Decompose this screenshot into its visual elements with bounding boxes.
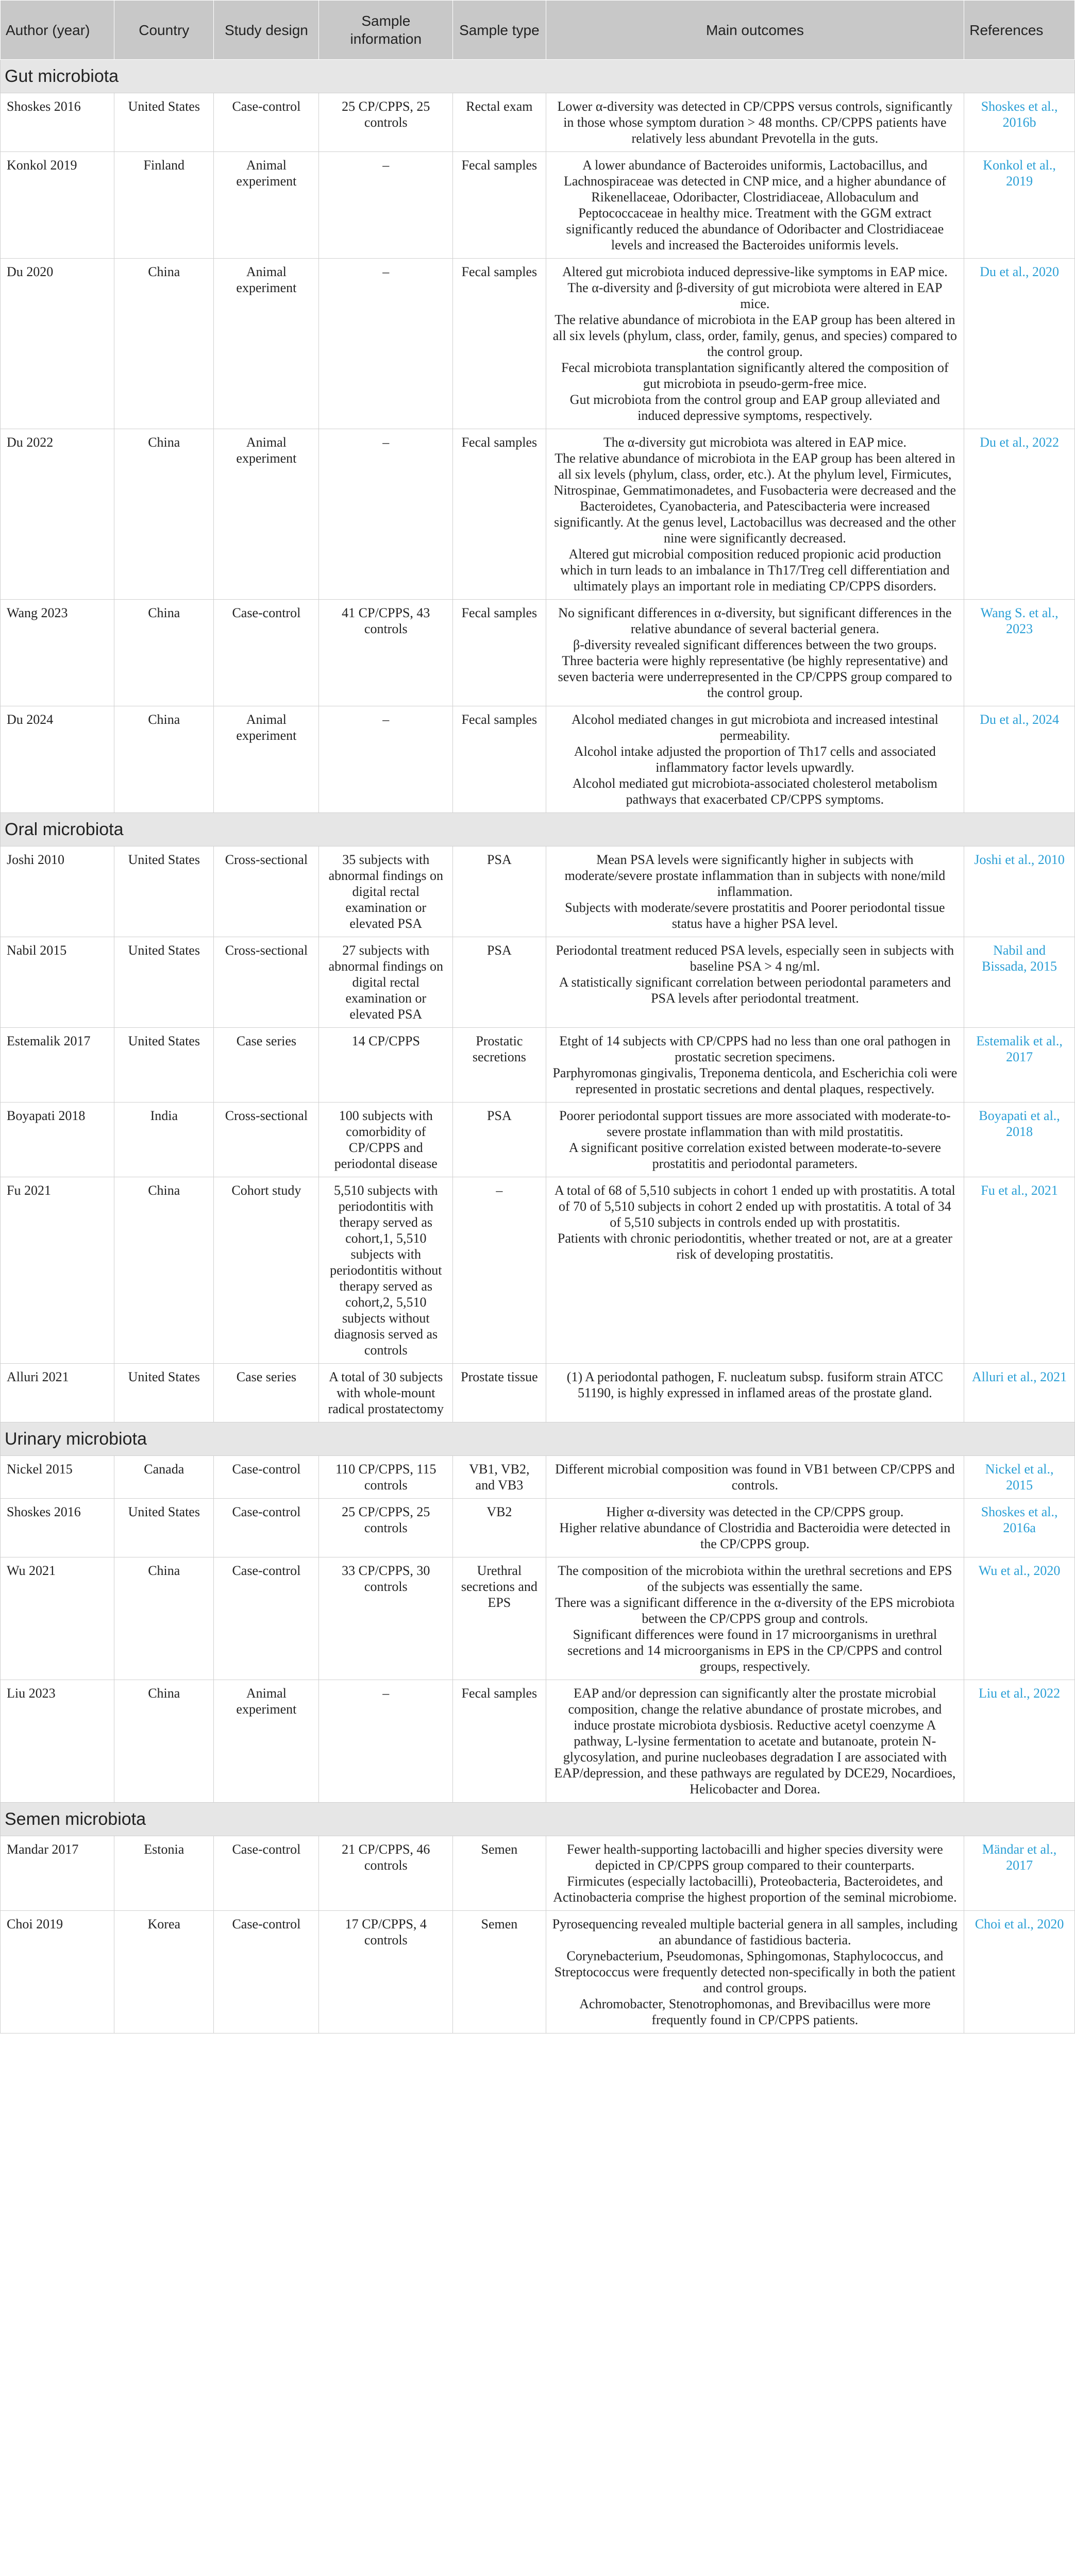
outcome-paragraph: Fecal microbiota transplantation significantly altered the composition of gut microbiota in pseudo-germ-free mice. [561, 360, 949, 391]
cell-sample-type: Fecal samples [453, 259, 546, 429]
table-row [1, 1680, 1075, 1803]
cell-author-year: Joshi 2010 [1, 846, 114, 937]
cell-study-design: Case-control [214, 1836, 319, 1911]
outcome-paragraph: Mean PSA levels were significantly higher in subjects with moderate/severe prostate inflammation than in subjects with none/mild inflammation. [564, 852, 946, 899]
table-row [1, 1177, 1075, 1364]
outcome-paragraph: Pyrosequencing revealed multiple bacterial genera in all samples, including an abundance of fastidious bacteria. [552, 1917, 958, 1947]
reference-link[interactable]: Mändar et al., 2017 [964, 1836, 1075, 1911]
reference-link[interactable]: Du et al., 2022 [964, 429, 1075, 600]
cell-sample-type: PSA [453, 1103, 546, 1177]
cell-study-design: Animal experiment [214, 429, 319, 600]
cell-sample-type: Urethral secretions and EPS [453, 1557, 546, 1680]
cell-country: United States [114, 846, 214, 937]
section-title: Gut microbiota [1, 60, 1075, 93]
reference-link[interactable]: Alluri et al., 2021 [964, 1364, 1075, 1422]
cell-sample-type: Fecal samples [453, 429, 546, 600]
cell-sample-information: 33 CP/CPPS, 30 controls [319, 1557, 453, 1680]
cell-sample-type: Prostate tissue [453, 1364, 546, 1422]
cell-sample-type: – [453, 1177, 546, 1364]
table-body [1, 60, 1075, 2033]
outcome-paragraph: β-diversity revealed significant differences between the two groups. [573, 637, 937, 652]
cell-author-year: Boyapati 2018 [1, 1103, 114, 1177]
cell-main-outcomes [546, 1680, 964, 1803]
reference-link[interactable]: Shoskes et al., 2016b [964, 93, 1075, 152]
reference-link[interactable]: Wu et al., 2020 [964, 1557, 1075, 1680]
reference-link[interactable]: Joshi et al., 2010 [964, 846, 1075, 937]
cell-sample-information: 5,510 subjects with periodontitis with therapy served as cohort,1, 5,510 subjects with periodontitis without therapy served as cohort,2, 5,510 subjects without diagnosis served as controls [319, 1177, 453, 1364]
cell-main-outcomes [546, 1911, 964, 2033]
outcome-paragraph: The α-diversity gut microbiota was altered in EAP mice. [603, 435, 906, 450]
table-row [1, 706, 1075, 813]
cell-study-design: Case series [214, 1364, 319, 1422]
cell-study-design: Animal experiment [214, 259, 319, 429]
cell-sample-information: 27 subjects with abnormal findings on digital rectal examination or elevated PSA [319, 937, 453, 1028]
cell-author-year: Choi 2019 [1, 1911, 114, 2033]
reference-link[interactable]: Wang S. et al., 2023 [964, 600, 1075, 706]
cell-study-design: Case-control [214, 1911, 319, 2033]
cell-main-outcomes [546, 706, 964, 813]
cell-author-year: Du 2022 [1, 429, 114, 600]
table-row [1, 152, 1075, 259]
reference-link[interactable]: Du et al., 2020 [964, 259, 1075, 429]
outcome-paragraph: Three bacteria were highly representative (be highly representative) and seven bacteria were underrepresented in the CP/CPPS group compared to the control group. [558, 653, 952, 700]
cell-country: China [114, 706, 214, 813]
cell-study-design: Cross-sectional [214, 937, 319, 1028]
cell-author-year: Wang 2023 [1, 600, 114, 706]
cell-author-year: Shoskes 2016 [1, 93, 114, 152]
cell-sample-type: Fecal samples [453, 1680, 546, 1803]
cell-author-year: Alluri 2021 [1, 1364, 114, 1422]
cell-sample-information: – [319, 152, 453, 259]
reference-link[interactable]: Du et al., 2024 [964, 706, 1075, 813]
section-header-row [1, 1803, 1075, 1836]
cell-author-year: Mandar 2017 [1, 1836, 114, 1911]
cell-sample-type: VB2 [453, 1499, 546, 1557]
outcome-paragraph: The relative abundance of microbiota in the EAP group has been altered in all six levels (phylum, class, order, family, genus, and species) compared to the control group. [552, 312, 958, 359]
cell-main-outcomes [546, 1103, 964, 1177]
cell-main-outcomes [546, 259, 964, 429]
cell-country: China [114, 1177, 214, 1364]
reference-link[interactable]: Konkol et al., 2019 [964, 152, 1075, 259]
cell-sample-information: 21 CP/CPPS, 46 controls [319, 1836, 453, 1911]
table-row [1, 937, 1075, 1028]
cell-country: China [114, 1557, 214, 1680]
cell-author-year: Nickel 2015 [1, 1456, 114, 1499]
cell-main-outcomes [546, 1456, 964, 1499]
cell-sample-type: PSA [453, 937, 546, 1028]
cell-country: Estonia [114, 1836, 214, 1911]
table-row [1, 429, 1075, 600]
outcome-paragraph: Poorer periodontal support tissues are more associated with moderate-to-severe prostate inflammation than with mild prostatitis. [559, 1108, 951, 1139]
outcome-paragraph: Fewer health-supporting lactobacilli and higher species diversity were depicted in CP/CPPS group compared to their counterparts. [566, 1842, 943, 1873]
reference-link[interactable]: Fu et al., 2021 [964, 1177, 1075, 1364]
cell-study-design: Animal experiment [214, 706, 319, 813]
outcome-paragraph: (1) A periodontal pathogen, F. nucleatum subsp. fusiform strain ATCC 51190, is highly expressed in inflamed areas of the prostate gland. [566, 1369, 943, 1400]
header-sample-type: Sample type [453, 1, 546, 60]
cell-sample-information: 25 CP/CPPS, 25 controls [319, 1499, 453, 1557]
outcome-paragraph: Altered gut microbial composition reduced propionic acid production which in turn leads to an imbalance in Th17/Treg cell differentiation and ultimately plays an important role in mediating CP/CPPS disorders. [560, 547, 950, 594]
outcome-paragraph: Alcohol mediated gut microbiota-associated cholesterol metabolism pathways that exacerbated CP/CPPS symptoms. [572, 776, 938, 807]
cell-sample-information: – [319, 429, 453, 600]
table-row [1, 1557, 1075, 1680]
table-row [1, 1911, 1075, 2033]
header-references: References [964, 1, 1075, 60]
outcome-paragraph: Higher α-diversity was detected in the CP/CPPS group. [606, 1504, 904, 1519]
cell-country: United States [114, 93, 214, 152]
cell-sample-type: Prostatic secretions [453, 1028, 546, 1103]
cell-study-design: Case-control [214, 1456, 319, 1499]
cell-country: India [114, 1103, 214, 1177]
cell-country: United States [114, 1364, 214, 1422]
outcome-paragraph: A statistically significant correlation between periodontal parameters and PSA levels after periodontal treatment. [559, 975, 951, 1006]
cell-sample-information: 25 CP/CPPS, 25 controls [319, 93, 453, 152]
cell-study-design: Animal experiment [214, 1680, 319, 1803]
cell-country: Korea [114, 1911, 214, 2033]
cell-author-year: Liu 2023 [1, 1680, 114, 1803]
table-row [1, 259, 1075, 429]
outcome-paragraph: The relative abundance of microbiota in the EAP group has been altered in all six levels (phylum, class, order, etc.). At the phylum level, Firmicutes, Nitrospinae, Gemmatimonadetes, and Fusobacteria were decreased and the Bacteroidetes, Cyanobacteria, and Patescibacteria were increased significantly. At the genus level, Lactobacillus was decreased and the other nine were significantly decreased. [553, 451, 956, 546]
cell-main-outcomes [546, 600, 964, 706]
cell-main-outcomes [546, 1499, 964, 1557]
reference-link[interactable]: Estemalik et al., 2017 [964, 1028, 1075, 1103]
cell-sample-information: A total of 30 subjects with whole-mount radical prostatectomy [319, 1364, 453, 1422]
header-author: Author (year) [1, 1, 114, 60]
reference-link[interactable]: Liu et al., 2022 [964, 1680, 1075, 1803]
cell-sample-information: 35 subjects with abnormal findings on digital rectal examination or elevated PSA [319, 846, 453, 937]
cell-country: United States [114, 1499, 214, 1557]
reference-link[interactable]: Nickel et al., 2015 [964, 1456, 1075, 1499]
table-row [1, 1499, 1075, 1557]
table-row [1, 1364, 1075, 1422]
cell-main-outcomes [546, 937, 964, 1028]
cell-main-outcomes [546, 1028, 964, 1103]
outcome-paragraph: A significant positive correlation existed between moderate-to-severe prostatitis and periodontal parameters. [568, 1140, 941, 1171]
cell-main-outcomes [546, 1177, 964, 1364]
cell-main-outcomes [546, 152, 964, 259]
cell-sample-type: VB1, VB2, and VB3 [453, 1456, 546, 1499]
cell-sample-information: 110 CP/CPPS, 115 controls [319, 1456, 453, 1499]
cell-study-design: Cohort study [214, 1177, 319, 1364]
reference-link[interactable]: Choi et al., 2020 [964, 1911, 1075, 2033]
cell-country: China [114, 600, 214, 706]
header-sample-information: Sample information [319, 1, 453, 60]
cell-country: China [114, 259, 214, 429]
cell-main-outcomes [546, 1836, 964, 1911]
cell-main-outcomes [546, 846, 964, 937]
cell-study-design: Case-control [214, 1499, 319, 1557]
cell-study-design: Case series [214, 1028, 319, 1103]
outcome-paragraph: There was a significant difference in the α-diversity of the EPS microbiota between the CP/CPPS group and controls. [555, 1595, 955, 1626]
cell-study-design: Animal experiment [214, 152, 319, 259]
section-header-row [1, 1422, 1075, 1456]
cell-sample-type: PSA [453, 846, 546, 937]
cell-main-outcomes [546, 93, 964, 152]
outcome-paragraph: Corynebacterium, Pseudomonas, Sphingomonas, Staphylococcus, and Streptococcus were frequently detected non-specifically in both the patient and control groups. [554, 1948, 956, 1995]
outcome-paragraph: Higher relative abundance of Clostridia and Bacteroidia were detected in the CP/CPPS group. [559, 1520, 951, 1551]
section-title: Urinary microbiota [1, 1422, 1075, 1456]
cell-main-outcomes [546, 429, 964, 600]
cell-main-outcomes [546, 1364, 964, 1422]
cell-sample-information: 14 CP/CPPS [319, 1028, 453, 1103]
cell-sample-type: Fecal samples [453, 152, 546, 259]
outcome-paragraph: Etght of 14 subjects with CP/CPPS had no less than one oral pathogen in prostatic secretion specimens. [559, 1033, 951, 1064]
cell-author-year: Konkol 2019 [1, 152, 114, 259]
cell-main-outcomes [546, 1557, 964, 1680]
outcome-paragraph: A total of 68 of 5,510 subjects in cohort 1 ended up with prostatitis. A total of 70 of 5,510 subjects in cohort 2 ended up with prostatitis. A total of 34 of 5,510 subjects in controls ended up with prostatitis. [555, 1183, 955, 1230]
outcome-paragraph: Periodontal treatment reduced PSA levels, especially seen in subjects with baseline PSA > 4 ng/ml. [556, 943, 954, 974]
cell-author-year: Du 2020 [1, 259, 114, 429]
cell-sample-information: 17 CP/CPPS, 4 controls [319, 1911, 453, 2033]
cell-author-year: Shoskes 2016 [1, 1499, 114, 1557]
cell-country: China [114, 429, 214, 600]
cell-sample-information: 100 subjects with comorbidity of CP/CPPS and periodontal disease [319, 1103, 453, 1177]
cell-sample-type: Rectal exam [453, 93, 546, 152]
outcome-paragraph: Alcohol mediated changes in gut microbiota and increased intestinal permeability. [571, 712, 938, 743]
outcome-paragraph: Parphyromonas gingivalis, Treponema denticola, and Escherichia coli were represented in prostatic secretions and dental plaques, respectively. [552, 1065, 958, 1096]
cell-study-design: Case-control [214, 600, 319, 706]
table-row [1, 846, 1075, 937]
table-row [1, 1028, 1075, 1103]
cell-study-design: Cross-sectional [214, 1103, 319, 1177]
outcome-paragraph: EAP and/or depression can significantly alter the prostate microbial composition, change the relative abundance of prostate microbes, and induce prostate microbiota dysbiosis. Reductive acetyl coenzyme A pathway, L-lysine fermentation to acetate and butanoate, protein N-glycosylation, and purine nucleobases degradation I are associated with EAP/depression, and these pathways are regulated by DCE29, Nocardioes, Helicobacter and Dorea. [554, 1686, 956, 1797]
outcome-paragraph: Altered gut microbiota induced depressive-like symptoms in EAP mice. [562, 264, 948, 279]
cell-country: Canada [114, 1456, 214, 1499]
cell-author-year: Fu 2021 [1, 1177, 114, 1364]
cell-sample-type: Fecal samples [453, 600, 546, 706]
cell-sample-type: Semen [453, 1836, 546, 1911]
outcome-paragraph: No significant differences in α-diversity, but significant differences in the relative abundance of several bacterial genera. [558, 605, 952, 636]
cell-study-design: Case-control [214, 1557, 319, 1680]
table-header-row [1, 1, 1075, 60]
cell-author-year: Nabil 2015 [1, 937, 114, 1028]
outcome-paragraph: Different microbial composition was found in VB1 between CP/CPPS and controls. [555, 1462, 955, 1493]
header-main-outcomes: Main outcomes [546, 1, 964, 60]
outcome-paragraph: Lower α-diversity was detected in CP/CPPS versus controls, significantly in those whose symptom duration > 48 months. CP/CPPS patients have relatively less abundant Prevotella in the guts. [557, 99, 953, 146]
section-title: Oral microbiota [1, 813, 1075, 846]
outcome-paragraph: Alcohol intake adjusted the proportion of Th17 cells and associated inflammatory factor levels upwardly. [574, 744, 936, 775]
outcome-paragraph: Patients with chronic periodontitis, whether treated or not, are at a greater risk of developing prostatitis. [557, 1231, 952, 1262]
table-row [1, 1456, 1075, 1499]
outcome-paragraph: Achromobacter, Stenotrophomonas, and Brevibacillus were more frequently found in CP/CPPS patients. [579, 1996, 931, 2027]
outcome-paragraph: Firmicutes (especially lactobacilli), Proteobacteria, Bacteroidetes, and Actinobacteria comprise the highest proportion of the seminal microbiome. [553, 1874, 957, 1905]
cell-sample-information: – [319, 706, 453, 813]
header-study-design: Study design [214, 1, 319, 60]
cell-author-year: Wu 2021 [1, 1557, 114, 1680]
outcome-paragraph: The α-diversity and β-diversity of gut microbiota were altered in EAP mice. [567, 280, 943, 311]
outcome-paragraph: A lower abundance of Bacteroides uniformis, Lactobacillus, and Lachnospiraceae was detected in CNP mice, and a higher abundance of Rikenellaceae, Odoribacter, Clostridiaceae, Allobaculum and Peptococcaceae in healthy mice. Treatment with the GGM extract significantly reduced the abundance of Odoribacter and Clostridiaceae levels and increased the Bacteroides uniformis levels. [563, 158, 946, 252]
outcome-paragraph: Gut microbiota from the control group and EAP group alleviated and induced depressive symptoms, respectively. [569, 392, 940, 423]
outcome-paragraph: The composition of the microbiota within the urethral secretions and EPS of the subjects was essentially the same. [558, 1563, 952, 1594]
cell-sample-information: 41 CP/CPPS, 43 controls [319, 600, 453, 706]
section-header-row [1, 60, 1075, 93]
table-row [1, 1103, 1075, 1177]
cell-sample-information: – [319, 259, 453, 429]
table-row [1, 1836, 1075, 1911]
cell-study-design: Cross-sectional [214, 846, 319, 937]
cell-country: China [114, 1680, 214, 1803]
cell-sample-type: Semen [453, 1911, 546, 2033]
cell-sample-information: – [319, 1680, 453, 1803]
outcome-paragraph: Subjects with moderate/severe prostatitis and Poorer periodontal tissue status have a higher PSA level. [565, 900, 945, 931]
section-header-row [1, 813, 1075, 846]
cell-country: Finland [114, 152, 214, 259]
cell-sample-type: Fecal samples [453, 706, 546, 813]
table-row [1, 93, 1075, 152]
cell-author-year: Estemalik 2017 [1, 1028, 114, 1103]
cell-country: United States [114, 937, 214, 1028]
section-title: Semen microbiota [1, 1803, 1075, 1836]
cell-country: United States [114, 1028, 214, 1103]
table-row [1, 600, 1075, 706]
reference-link[interactable]: Shoskes et al., 2016a [964, 1499, 1075, 1557]
cell-study-design: Case-control [214, 93, 319, 152]
outcome-paragraph: Significant differences were found in 17 microorganisms in urethral secretions and 14 microorganisms in EPS in the CP/CPPS and control groups, respectively. [567, 1627, 943, 1674]
reference-link[interactable]: Nabil and Bissada, 2015 [964, 937, 1075, 1028]
cell-author-year: Du 2024 [1, 706, 114, 813]
reference-link[interactable]: Boyapati et al., 2018 [964, 1103, 1075, 1177]
header-country: Country [114, 1, 214, 60]
